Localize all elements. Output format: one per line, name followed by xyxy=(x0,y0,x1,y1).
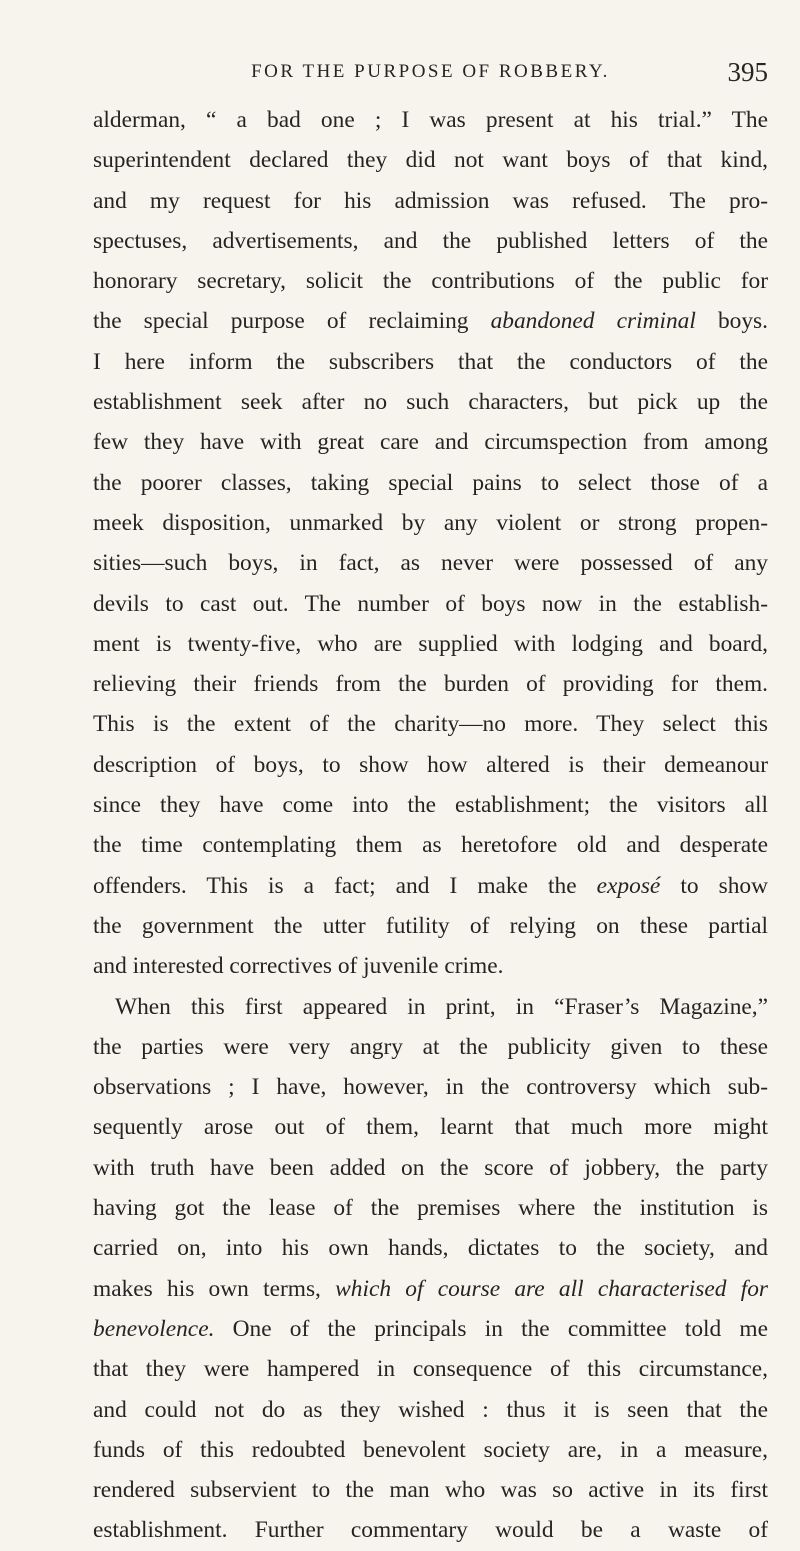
text-line: since they have come into the establishment; the visitors all xyxy=(93,792,768,819)
text-line: devils to cast out. The number of boys now in the establish- xyxy=(93,590,768,617)
text-line xyxy=(93,1309,768,1349)
text-line: meek disposition, unmarked by any violent or strong propen- xyxy=(93,509,768,536)
body-text xyxy=(93,100,768,1551)
running-title: FOR THE PURPOSE OF ROBBERY. xyxy=(251,61,610,82)
text-segment: offenders. This is a fact; and I make the xyxy=(93,872,597,899)
text-line: superintendent declared they did not want boys of that kind, xyxy=(93,147,768,174)
text-line: rendered subservient to the man who was so active in its first xyxy=(93,1477,768,1504)
text-line: that they were hampered in consequence of this circumstance, xyxy=(93,1356,768,1383)
italic-text: benevolence. xyxy=(93,1315,215,1342)
text-line: This is the extent of the charity—no more. They select this xyxy=(93,711,768,738)
text-line: description of boys, to show how altered is their demeanour xyxy=(93,751,768,778)
text-segment: One of the principals in the committee told me xyxy=(214,1315,768,1342)
text-line: and could not do as they wished : thus it is seen that the xyxy=(93,1396,768,1423)
text-line: observations ; I have, however, in the controversy which sub- xyxy=(93,1074,768,1101)
text-segment: the special purpose of reclaiming xyxy=(93,308,491,335)
text-line: carried on, into his own hands, dictates to the society, and xyxy=(93,1235,768,1262)
text-line: I here inform the subscribers that the conductors of the xyxy=(93,348,768,375)
text-line: the parties were very angry at the publicity given to these xyxy=(93,1033,768,1060)
text-line: relieving their friends from the burden of providing for them. xyxy=(93,671,768,698)
text-line: funds of this redoubted benevolent society are, in a measure, xyxy=(93,1436,768,1463)
text-line: sities—such boys, in fact, as never were possessed of any xyxy=(93,550,768,577)
text-line: ment is twenty-five, who are supplied with lodging and board, xyxy=(93,630,768,657)
text-line: spectuses, advertisements, and the published letters of the xyxy=(93,227,768,254)
italic-text: which of course are all characterised for xyxy=(335,1275,768,1302)
running-head xyxy=(93,52,768,92)
text-segment: boys. xyxy=(695,308,768,335)
italic-text: exposé xyxy=(596,872,661,899)
text-line: few they have with great care and circumspection from among xyxy=(93,429,768,456)
text-line: sequently arose out of them, learnt that much more might xyxy=(93,1114,768,1141)
text-line: with truth have been added on the score of jobbery, the party xyxy=(93,1154,768,1181)
text-line: establishment seek after no such characters, but pick up the xyxy=(93,389,768,416)
text-line: and my request for his admission was refused. The pro- xyxy=(93,187,768,214)
text-line xyxy=(93,1269,768,1309)
text-line: having got the lease of the premises where the institution is xyxy=(93,1195,768,1222)
text-segment: to show xyxy=(660,872,768,899)
text-line xyxy=(93,301,768,341)
text-line: the government the utter futility of relying on these partial xyxy=(93,912,768,939)
text-line: honorary secretary, solicit the contributions of the public for xyxy=(93,268,768,295)
page-number: 395 xyxy=(727,57,768,87)
text-segment: makes his own terms, xyxy=(93,1275,336,1302)
text-line: When this first appeared in print, in “Fraser’s Magazine,” xyxy=(115,993,768,1020)
text-line: and interested correctives of juvenile crime. xyxy=(93,953,504,980)
text-line: alderman, “ a bad one ; I was present at his trial.” The xyxy=(93,107,768,133)
text-line xyxy=(93,866,768,906)
text-line: the poorer classes, taking special pains to select those of a xyxy=(93,469,768,496)
text-line: the time contemplating them as heretofore old and desperate xyxy=(93,832,768,859)
italic-text: abandoned criminal xyxy=(490,308,696,335)
text-line: establishment. Further commentary would be a waste of xyxy=(93,1517,768,1544)
